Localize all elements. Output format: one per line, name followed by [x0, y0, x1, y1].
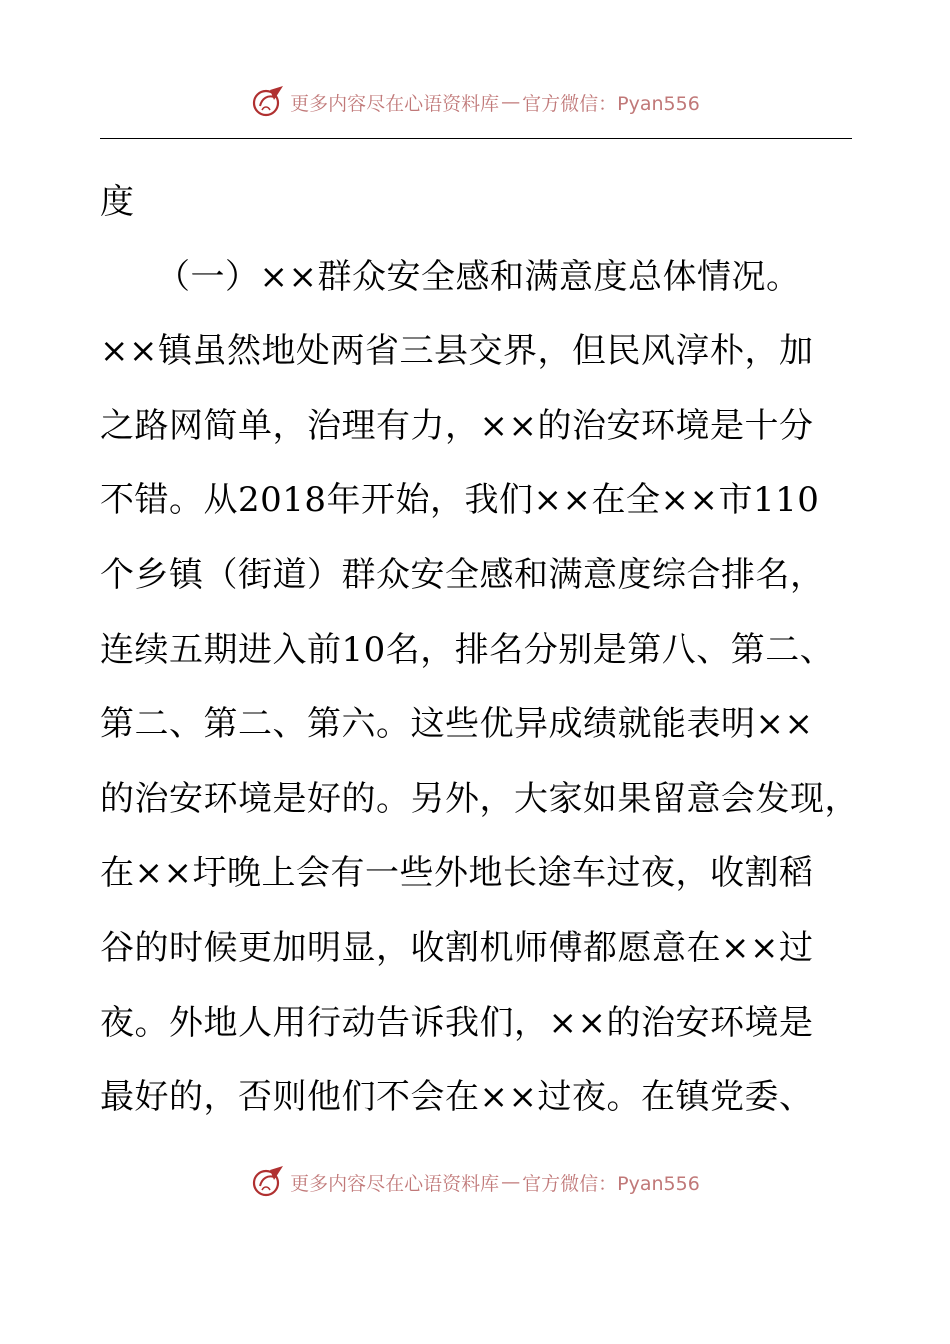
body-line: 连续五期进入前10名，排名分别是第八、第二、 — [100, 629, 835, 670]
footer-banner-text: 更多内容尽在心语资料库 — [290, 1172, 500, 1195]
header-contact-text: 官方微信：Pyan556 — [522, 92, 700, 115]
pen-heart-logo-icon — [250, 1164, 286, 1200]
body-line: 之路网简单，治理有力，××的治安环境是十分 — [100, 405, 814, 446]
body-line: 夜。外地人用行动告诉我们，××的治安环境是 — [100, 1002, 814, 1043]
pen-heart-logo-icon — [250, 84, 286, 120]
document-body — [100, 165, 860, 1135]
section-heading: （一）××群众安全感和满意度总体情况。 — [156, 256, 801, 297]
footer-contact-text: 官方微信：Pyan556 — [522, 1172, 700, 1195]
header-banner-text: 更多内容尽在心语资料库 — [290, 92, 500, 115]
body-line: 第二、第二、第六。这些优异成绩就能表明×× — [100, 704, 814, 745]
header-divider — [100, 138, 852, 139]
body-line: ××镇虽然地处两省三县交界，但民风淳朴，加 — [100, 331, 814, 372]
body-line: 不错。从2018年开始，我们××在全××市110 — [100, 480, 820, 521]
body-line: 度 — [100, 182, 135, 222]
header-banner-separator: — — [501, 91, 521, 113]
footer-banner-separator: — — [501, 1171, 521, 1193]
header-banner — [0, 82, 950, 122]
body-line: 在××圩晚上会有一些外地长途车过夜，收割稻 — [100, 853, 814, 894]
footer-banner — [0, 1162, 950, 1202]
body-line: 谷的时候更加明显，收割机师傅都愿意在××过 — [100, 927, 814, 968]
body-line: 最好的，否则他们不会在××过夜。在镇党委、 — [100, 1077, 814, 1118]
body-line: 的治安环境是好的。另外，大家如果留意会发现， — [100, 778, 859, 819]
body-line: 个乡镇（街道）群众安全感和满意度综合排名， — [100, 554, 825, 595]
